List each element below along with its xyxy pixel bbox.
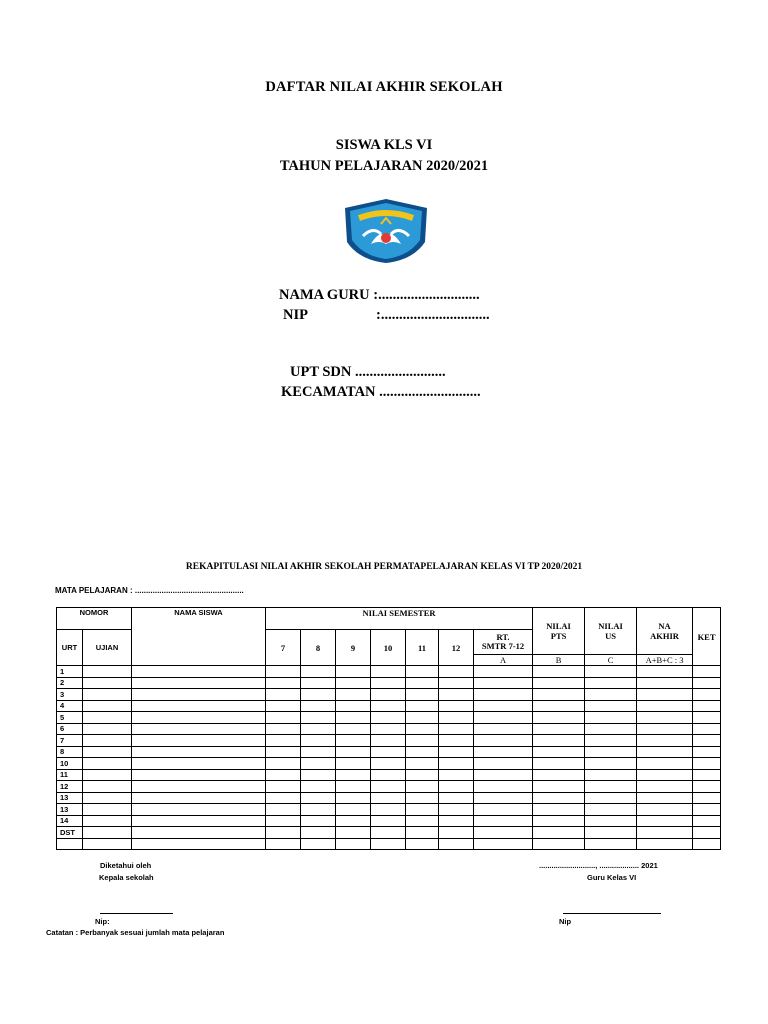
row-number: 7: [57, 735, 83, 747]
table-cell: [693, 792, 721, 804]
table-cell: [474, 666, 533, 678]
table-row: [57, 769, 721, 781]
table-cell: [83, 677, 132, 689]
table-cell: [132, 735, 266, 747]
table-cell: [132, 689, 266, 701]
table-cell: [474, 838, 533, 850]
table-cell: [371, 723, 406, 735]
district-value: ............................: [375, 384, 481, 400]
table-cell: [474, 758, 533, 770]
table-row: [57, 700, 721, 712]
table-cell: [336, 838, 371, 850]
tut-wuri-handayani-logo-icon: [341, 196, 431, 266]
table-row: [57, 735, 721, 747]
table-cell: [301, 815, 336, 827]
table-cell: [266, 838, 301, 850]
table-cell: [83, 723, 132, 735]
table-cell: [406, 666, 439, 678]
table-cell: [132, 712, 266, 724]
table-cell: [301, 838, 336, 850]
table-cell: [474, 723, 533, 735]
table-row: [57, 792, 721, 804]
table-cell: [406, 815, 439, 827]
table-cell: [406, 804, 439, 816]
table-cell: [533, 666, 585, 678]
table-cell: [371, 735, 406, 747]
table-cell: [439, 769, 474, 781]
table-cell: [83, 746, 132, 758]
principal-nip: Nip:: [95, 917, 110, 926]
table-cell: [474, 804, 533, 816]
table-cell: [585, 804, 637, 816]
table-cell: [336, 827, 371, 839]
table-cell: [266, 781, 301, 793]
table-cell: [693, 838, 721, 850]
header-ket: KET: [693, 608, 721, 666]
table-cell: [301, 758, 336, 770]
table-cell: [406, 792, 439, 804]
table-cell: [336, 689, 371, 701]
table-cell: [371, 746, 406, 758]
class-subtitle: SISWA KLS VI: [335, 137, 433, 153]
table-cell: [83, 804, 132, 816]
table-cell: [132, 723, 266, 735]
table-cell: [266, 827, 301, 839]
table-cell: [336, 723, 371, 735]
table-cell: [693, 804, 721, 816]
table-cell: [693, 666, 721, 678]
nip-value: :..............................: [376, 307, 490, 323]
table-cell: [585, 700, 637, 712]
row-number: 14: [57, 815, 83, 827]
table-cell: [533, 700, 585, 712]
table-cell: [406, 827, 439, 839]
table-cell: [637, 758, 693, 770]
header-nama-siswa: NAMA SISWA: [132, 608, 266, 666]
table-row: [57, 804, 721, 816]
table-row: [57, 758, 721, 770]
table-cell: [132, 792, 266, 804]
table-cell: [336, 712, 371, 724]
table-cell: [301, 689, 336, 701]
row-number: 1: [57, 666, 83, 678]
row-number: 13: [57, 792, 83, 804]
table-cell: [371, 666, 406, 678]
table-cell: [406, 677, 439, 689]
table-row: [57, 689, 721, 701]
table-cell: [266, 792, 301, 804]
table-cell: [83, 792, 132, 804]
table-row: [57, 723, 721, 735]
table-cell: [693, 677, 721, 689]
table-cell: [637, 827, 693, 839]
table-cell: [637, 792, 693, 804]
table-cell: [693, 700, 721, 712]
header-nilai-pts: NILAI PTS: [533, 608, 585, 655]
table-cell: [406, 838, 439, 850]
table-cell: [406, 769, 439, 781]
code-formula: A+B+C : 3: [637, 655, 693, 666]
table-cell: [132, 769, 266, 781]
table-cell: [336, 758, 371, 770]
table-row: [57, 677, 721, 689]
row-number: 4: [57, 700, 83, 712]
nip-field: [283, 307, 490, 324]
year-subtitle: TAHUN PELAJARAN 2020/2021: [279, 158, 489, 174]
table-cell: [693, 735, 721, 747]
table-cell: [585, 712, 637, 724]
table-cell: [637, 677, 693, 689]
table-cell: [406, 700, 439, 712]
table-cell: [474, 792, 533, 804]
document-title: DAFTAR NILAI AKHIR SEKOLAH: [265, 79, 503, 95]
table-row: [57, 838, 721, 850]
row-number: 10: [57, 758, 83, 770]
table-cell: [474, 746, 533, 758]
table-cell: [637, 746, 693, 758]
table-cell: [533, 735, 585, 747]
table-cell: [266, 712, 301, 724]
table-cell: [439, 815, 474, 827]
table-cell: [83, 781, 132, 793]
table-cell: [371, 815, 406, 827]
table-cell: [474, 735, 533, 747]
row-number: DST: [57, 827, 83, 839]
district-label: KECAMATAN: [281, 384, 376, 400]
table-row: [57, 815, 721, 827]
table-cell: [585, 677, 637, 689]
table-cell: [301, 700, 336, 712]
recap-title: REKAPITULASI NILAI AKHIR SEKOLAH PERMATAPELAJARAN KELAS VI TP 2020/2021: [185, 562, 583, 572]
table-cell: [439, 666, 474, 678]
table-cell: [533, 723, 585, 735]
table-cell: [439, 689, 474, 701]
table-cell: [406, 746, 439, 758]
table-cell: [637, 689, 693, 701]
table-cell: [301, 781, 336, 793]
table-cell: [371, 804, 406, 816]
date-place: ..........................., ................... 2021: [539, 861, 658, 870]
table-cell: [637, 723, 693, 735]
row-number: 11: [57, 769, 83, 781]
header-nilai-us: NILAI US: [585, 608, 637, 655]
table-cell: [83, 815, 132, 827]
table-cell: [371, 700, 406, 712]
table-cell: [439, 781, 474, 793]
table-cell: [474, 712, 533, 724]
header-nomor: NOMOR: [57, 608, 132, 630]
teacher-role: Guru Kelas VI: [587, 873, 637, 882]
table-cell: [585, 758, 637, 770]
table-cell: [439, 758, 474, 770]
table-cell: [474, 781, 533, 793]
school-value: .........................: [351, 364, 446, 380]
table-cell: [266, 666, 301, 678]
table-cell: [439, 735, 474, 747]
table-cell: [336, 769, 371, 781]
table-cell: [83, 827, 132, 839]
table-cell: [371, 758, 406, 770]
table-cell: [301, 769, 336, 781]
table-cell: [371, 838, 406, 850]
table-cell: [693, 712, 721, 724]
school-field: [290, 364, 446, 381]
table-row: [57, 827, 721, 839]
table-cell: [585, 781, 637, 793]
table-cell: [266, 758, 301, 770]
table-cell: [533, 781, 585, 793]
table-cell: [406, 758, 439, 770]
table-cell: [336, 804, 371, 816]
table-cell: [533, 815, 585, 827]
table-cell: [693, 769, 721, 781]
table-cell: [474, 815, 533, 827]
acknowledged-by: Diketahui oleh: [100, 861, 152, 870]
table-cell: [371, 712, 406, 724]
table-cell: [585, 666, 637, 678]
table-cell: [266, 677, 301, 689]
table-cell: [533, 712, 585, 724]
table-cell: [585, 792, 637, 804]
table-cell: [585, 735, 637, 747]
table-cell: [439, 838, 474, 850]
table-cell: [637, 781, 693, 793]
table-cell: [585, 827, 637, 839]
subject-field: MATA PELAJARAN : .................................................: [55, 586, 244, 595]
table-cell: [533, 769, 585, 781]
table-cell: [132, 700, 266, 712]
header-sem-8: 8: [301, 630, 336, 666]
table-cell: [439, 677, 474, 689]
table-cell: [439, 712, 474, 724]
table-cell: [439, 746, 474, 758]
table-cell: [637, 804, 693, 816]
row-number: [57, 838, 83, 850]
table-cell: [132, 746, 266, 758]
table-cell: [585, 769, 637, 781]
table-row: [57, 746, 721, 758]
table-cell: [301, 735, 336, 747]
table-cell: [371, 827, 406, 839]
nip-label: NIP: [283, 307, 308, 323]
table-cell: [533, 677, 585, 689]
table-cell: [439, 804, 474, 816]
table-cell: [301, 666, 336, 678]
table-cell: [336, 781, 371, 793]
table-cell: [266, 769, 301, 781]
table-cell: [301, 746, 336, 758]
table-cell: [132, 804, 266, 816]
table-cell: [266, 735, 301, 747]
table-cell: [83, 735, 132, 747]
teacher-name-value: ............................: [378, 287, 480, 303]
table-cell: [533, 804, 585, 816]
row-number: 2: [57, 677, 83, 689]
table-cell: [371, 792, 406, 804]
table-cell: [301, 804, 336, 816]
principal-label: Kepala sekolah: [99, 873, 154, 882]
table-cell: [83, 712, 132, 724]
table-cell: [83, 769, 132, 781]
district-field: [281, 384, 481, 401]
table-cell: [83, 666, 132, 678]
grades-table: [56, 607, 721, 850]
table-cell: [406, 689, 439, 701]
table-cell: [132, 838, 266, 850]
row-number: 8: [57, 746, 83, 758]
table-cell: [693, 689, 721, 701]
table-cell: [83, 700, 132, 712]
table-cell: [533, 746, 585, 758]
table-cell: [132, 827, 266, 839]
table-cell: [132, 815, 266, 827]
header-nilai-semester: NILAI SEMESTER: [266, 608, 533, 630]
header-sem-10: 10: [371, 630, 406, 666]
table-cell: [585, 838, 637, 850]
table-cell: [371, 689, 406, 701]
table-cell: [83, 689, 132, 701]
table-cell: [637, 712, 693, 724]
table-cell: [637, 838, 693, 850]
table-cell: [637, 735, 693, 747]
table-cell: [336, 666, 371, 678]
row-number: 12: [57, 781, 83, 793]
header-urt: URT: [57, 630, 83, 666]
table-cell: [637, 666, 693, 678]
table-cell: [132, 781, 266, 793]
teacher-name-label: NAMA GURU :: [279, 287, 379, 303]
table-row: [57, 781, 721, 793]
table-cell: [693, 723, 721, 735]
table-cell: [533, 827, 585, 839]
table-cell: [301, 792, 336, 804]
table-cell: [439, 792, 474, 804]
code-b: B: [533, 655, 585, 666]
row-number: 13: [57, 804, 83, 816]
table-cell: [474, 827, 533, 839]
table-cell: [474, 769, 533, 781]
table-cell: [693, 781, 721, 793]
table-cell: [439, 700, 474, 712]
table-cell: [637, 700, 693, 712]
table-cell: [693, 815, 721, 827]
table-cell: [406, 781, 439, 793]
note: Catatan : Perbanyak sesuai jumlah mata pelajaran: [46, 928, 225, 937]
header-sem-11: 11: [406, 630, 439, 666]
table-cell: [533, 689, 585, 701]
teacher-signature-line: [563, 913, 661, 914]
table-cell: [585, 723, 637, 735]
table-cell: [585, 746, 637, 758]
row-number: 3: [57, 689, 83, 701]
table-cell: [336, 792, 371, 804]
table-cell: [637, 769, 693, 781]
row-number: 6: [57, 723, 83, 735]
table-cell: [132, 677, 266, 689]
teacher-name-field: [279, 287, 480, 304]
school-label: UPT SDN: [290, 364, 352, 380]
header-na-akhir: NA AKHIR: [637, 608, 693, 655]
table-cell: [371, 769, 406, 781]
table-cell: [693, 827, 721, 839]
header-sem-12: 12: [439, 630, 474, 666]
table-cell: [266, 689, 301, 701]
table-cell: [266, 700, 301, 712]
table-cell: [406, 735, 439, 747]
table-cell: [336, 735, 371, 747]
table-cell: [371, 677, 406, 689]
table-cell: [533, 792, 585, 804]
table-cell: [266, 815, 301, 827]
table-cell: [301, 827, 336, 839]
table-cell: [637, 815, 693, 827]
header-sem-9: 9: [336, 630, 371, 666]
table-cell: [266, 804, 301, 816]
table-cell: [266, 723, 301, 735]
table-cell: [474, 689, 533, 701]
code-a: A: [474, 655, 533, 666]
table-cell: [336, 746, 371, 758]
table-cell: [132, 758, 266, 770]
table-row: [57, 712, 721, 724]
principal-signature-line: [100, 913, 173, 914]
table-cell: [371, 781, 406, 793]
table-cell: [132, 666, 266, 678]
table-cell: [693, 758, 721, 770]
table-cell: [439, 827, 474, 839]
table-cell: [406, 712, 439, 724]
header-sem-7: 7: [266, 630, 301, 666]
table-cell: [301, 677, 336, 689]
table-cell: [474, 677, 533, 689]
table-row: [57, 666, 721, 678]
table-cell: [693, 746, 721, 758]
teacher-nip: Nip: [559, 917, 572, 926]
table-cell: [83, 758, 132, 770]
table-cell: [406, 723, 439, 735]
table-cell: [533, 758, 585, 770]
table-cell: [336, 700, 371, 712]
table-cell: [266, 746, 301, 758]
table-cell: [585, 689, 637, 701]
table-cell: [301, 723, 336, 735]
table-cell: [439, 723, 474, 735]
table-cell: [301, 712, 336, 724]
table-cell: [474, 700, 533, 712]
table-cell: [336, 815, 371, 827]
header-rt-smtr: RT. SMTR 7-12: [474, 630, 533, 655]
table-cell: [83, 838, 132, 850]
table-cell: [336, 677, 371, 689]
table-cell: [533, 838, 585, 850]
row-number: 5: [57, 712, 83, 724]
code-c: C: [585, 655, 637, 666]
table-cell: [585, 815, 637, 827]
header-ujian: UJIAN: [83, 630, 132, 666]
